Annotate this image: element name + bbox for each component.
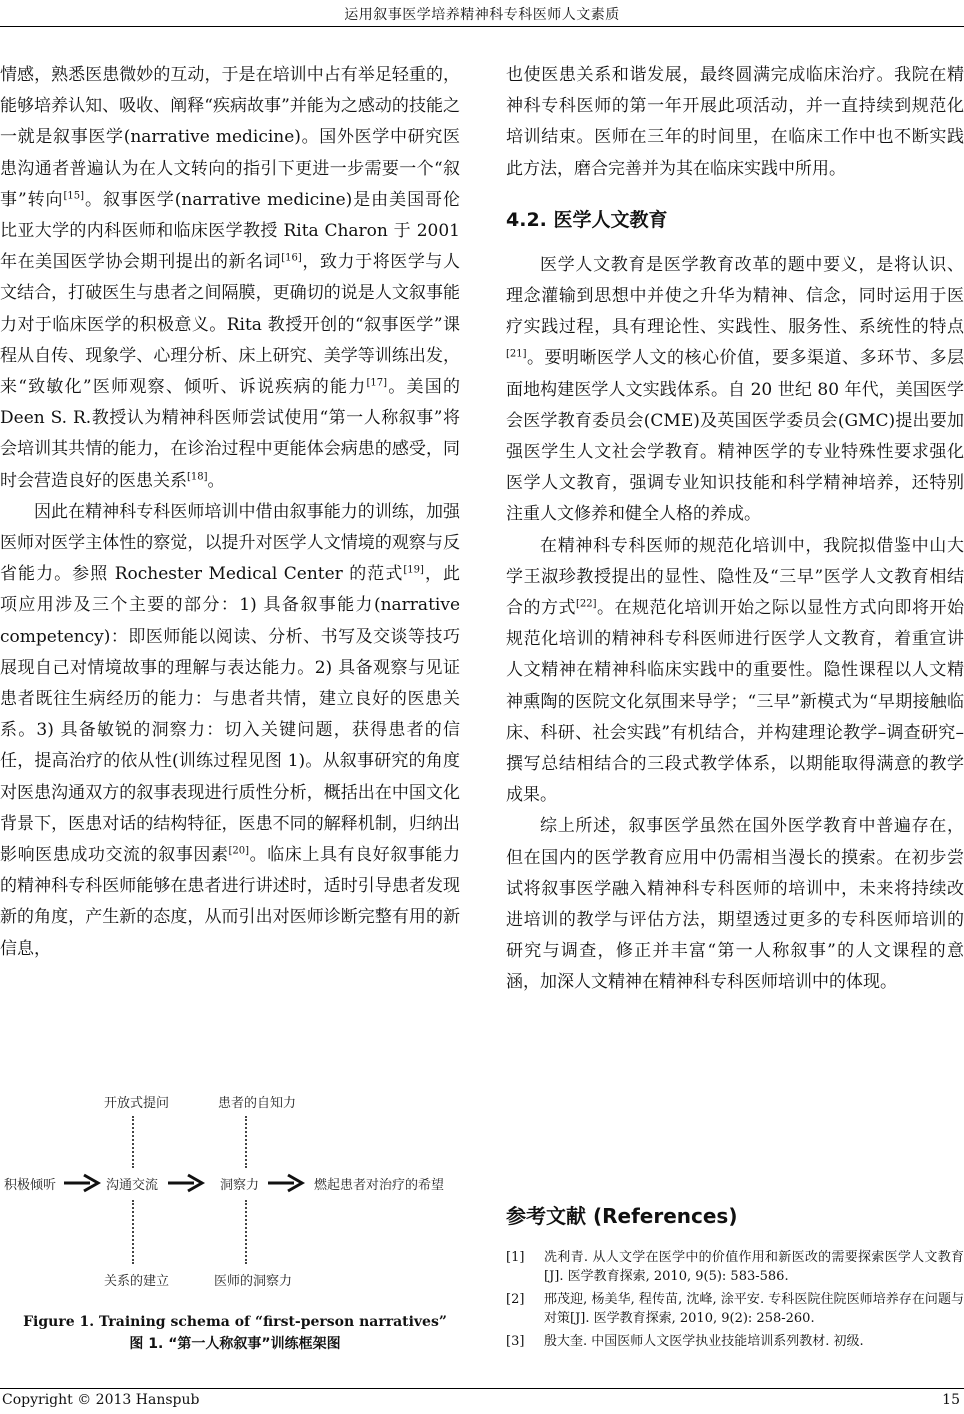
references-list	[506, 1248, 964, 1355]
body-paragraph: 也使医患关系和谐发展，最终圆满完成临床治疗。我院在精神科专科医师的第一年开展此项活动，并一直持续到规范化培训结束。医师在三年的时间里，在临床工作中也不断实践此方法，磨合完善并为其在临床实践中所用。	[506, 65, 964, 179]
fig-dotted-connector	[132, 1116, 134, 1168]
fig-node-patient-awareness: 患者的自知力	[218, 1096, 297, 1111]
reference-text: 殷大奎. 中国医师人文医学执业技能培训系列教材. 初级.	[544, 1334, 864, 1349]
reference-item	[506, 1290, 964, 1328]
reference-item	[506, 1332, 964, 1351]
fig-node-insight: 洞察力	[220, 1178, 260, 1193]
running-title: 运用叙事医学培养精神科专科医师人文素质	[344, 7, 620, 23]
reference-text: 邢茂迎, 杨美华, 程传苗, 沈峰, 涂平安. 专科医院住院医师培养存在问题与对策[J]. 医学教育探索, 2010, 9(2): 258-260.	[544, 1292, 964, 1326]
figure-1-training-schema	[0, 1092, 470, 1292]
reference-text: 冼利青. 从人文学在医学中的价值作用和新医改的需要探索医学人文教育[J]. 医学教育探索, 2010, 9(5): 583-586.	[544, 1250, 964, 1284]
body-paragraph: 在精神科专科医师的规范化培训中，我院拟借鉴中山大学王淑珍教授提出的显性、隐性及“三早”医学人文教育相结合的方式[22]。在规范化培训开始之际以显性方式向即将开始规范化培训的精神科专科医师进行医学人文教育，着重宣讲人文精神在精神科临床实践中的重要性。隐性课程以人文精神熏陶的医院文化氛围来导学；“三早”新模式为“早期接触临床、科研、社会实践”有机结合，并构建理论教学–调查研究–撰写总结相结合的三段式教学体系，以期能取得满意的教学成果。	[506, 535, 964, 806]
copyright-notice: Copyright © 2013 Hanspub	[2, 1392, 200, 1408]
fig-node-relationship: 关系的建立	[104, 1274, 170, 1289]
reference-item	[506, 1248, 964, 1286]
right-column	[506, 60, 964, 999]
fig-node-physician-insight: 医师的洞察力	[214, 1274, 293, 1289]
fig-dotted-connector	[245, 1200, 247, 1264]
references-heading: 参考文献 (References)	[506, 1204, 738, 1228]
figure-caption-zh: 图 1. “第一人称叙事”训练框架图	[129, 1336, 341, 1352]
footer-rule	[0, 1388, 964, 1389]
fig-node-communication: 沟通交流	[106, 1178, 159, 1193]
fig-node-open-questions: 开放式提问	[104, 1096, 170, 1111]
body-paragraph: 医学人文教育是医学教育改革的题中要义，是将认识、理念灌输到思想中并使之升华为精神、信念，同时运用于医疗实践过程，具有理论性、实践性、服务性、系统性的特点[21]。要明晰医学人文的核心价值，要多渠道、多环节、多层面地构建医学人文实践体系。自 20 世纪 80 年代，美国医学会医学教育委员会(CME)及英国医学委员会(GMC)提出要加强医学生人文社会学教育。精神医学的专业特殊性要求强化医学人文教育，强调专业知识技能和科学精神培养，还特别注重人文修养和健全人格的养成。	[506, 254, 964, 525]
left-column	[0, 60, 460, 965]
fig-dotted-connector	[132, 1200, 134, 1264]
body-paragraph: 因此在精神科专科医师培训中借由叙事能力的训练，加强医师对医学主体性的察觉，以提升对医学人文情境的观察与反省能力。参照 Rochester Medical Center 的范式[19]，此项应用涉及三个主要的部分：1) 具备叙事能力(narrative competency)：即医师能以阅读、分析、书写及交谈等技巧展现自己对情境故事的理解与表达能力。2) 具备观察与见证患者既往生病经历的能力：与患者共情，建立良好的医患关系。3) 具备敏锐的洞察力：切入关键问题，获得患者的信任，提高治疗的依从性(训练过程见图 1)。从叙事研究的角度对医患沟通双方的叙事表现进行质性分析，概括出在中国文化背景下，医患对话的结构特征，医患不同的解释机制，归纳出影响医患成功交流的叙事因素[20]。临床上具有良好叙事能力的精神科专科医师能够在患者进行讲述时，适时引导患者发现新的角度，产生新的态度，从而引出对医师诊断完整有用的新信息，	[0, 501, 461, 959]
arrow-right-icon	[166, 1172, 208, 1194]
arrow-right-icon	[62, 1172, 104, 1194]
arrow-right-icon	[266, 1172, 308, 1194]
reference-number: [3]	[506, 1334, 525, 1349]
page-number: 15	[942, 1392, 960, 1408]
body-paragraph: 情感，熟悉医患微妙的互动，于是在培训中占有举足轻重的，能够培养认知、吸收、阐释“疾病故事”并能为之感动的技能之一就是叙事医学(narrative medicine)。国外医学中研究医患沟通者普遍认为在人文转向的指引下更进一步需要一个“叙事”转向[15]。叙事医学(narrative medicine)是由美国哥伦比亚大学的内科医师和临床医学教授 Rita Charon 于 2001 年在美国医学协会期刊提出的新名词[16]，致力于将医学与人文结合，打破医生与患者之间隔膜，更确切的说是人文叙事能力对于临床医学的积极意义。Rita 教授开创的“叙事医学”课程从自传、现象学、心理分析、床上研究、美学等训练出发，来“致敏化”医师观察、倾听、诉说疾病的能力[17]。美国的 Deen S. R.教授认为精神科医师尝试使用“第一人称叙事”将会培训其共情的能力，在诊治过程中更能体会病患的感受，同时会营造良好的医患关系[18]。	[0, 65, 461, 491]
body-paragraph: 综上所述，叙事医学虽然在国外医学教育中普遍存在，但在国内的医学教育应用中仍需相当漫长的摸索。在初步尝试将叙事医学融入精神科专科医师的培训中，未来将持续改进培训的教学与评估方法，期望透过更多的专科医师培训的研究与调查，修正并丰富“第一人称叙事”的人文课程的意涵，加深人文精神在精神科专科医师培训中的体现。	[506, 816, 964, 993]
fig-node-active-listening: 积极倾听	[4, 1178, 57, 1193]
section-heading: 4.2. 医学人文教育	[506, 208, 668, 231]
reference-number: [1]	[506, 1250, 525, 1265]
fig-dotted-connector	[245, 1116, 247, 1168]
header-rule	[0, 26, 964, 27]
reference-number: [2]	[506, 1292, 525, 1307]
figure-caption-en: Figure 1. Training schema of “first-person narratives”	[23, 1314, 447, 1330]
fig-node-hope: 燃起患者对治疗的希望	[314, 1178, 445, 1193]
